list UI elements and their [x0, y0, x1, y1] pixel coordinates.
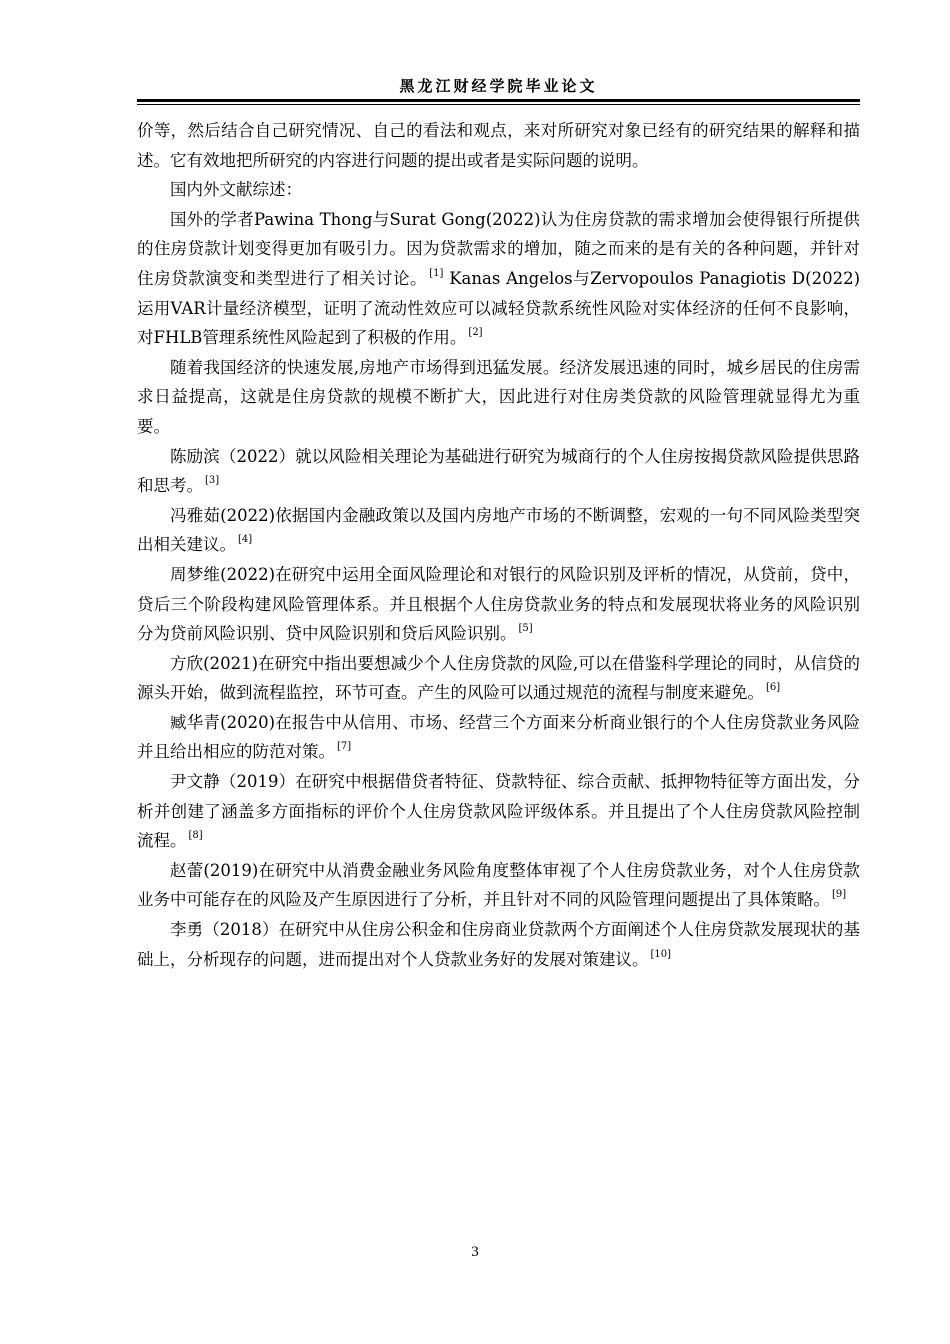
paragraph-text: 臧华青(2020)在报告中从信用、市场、经营三个方面来分析商业银行的个人住房贷款业务风险并且给出相应的防范对策。	[137, 712, 860, 762]
paragraph	[137, 442, 860, 501]
citation-marker: [2]	[468, 327, 483, 339]
citation-marker: [1]	[429, 267, 444, 279]
paragraph-text: 国内外文献综述：	[170, 180, 302, 200]
paragraph-text: 李勇（2018）在研究中从住房公积金和住房商业贷款两个方面阐述个人住房贷款发展现状的基础上，分析现存的问题，进而提出对个人贷款业务好的发展对策建议。	[137, 920, 860, 969]
section-label	[137, 175, 860, 205]
header-rule-thick	[137, 99, 860, 102]
citation-marker: [4]	[238, 534, 253, 546]
citation-marker: [3]	[205, 475, 220, 487]
paragraph-text: 尹文静（2019）在研究中根据借贷者特征、贷款特征、综合贡献、抵押物特征等方面出发，分析并创建了涵盖多方面指标的评价个人住房贷款风险评级体系。并且提出了个人住房贷款风险控制流程。	[137, 772, 860, 851]
paragraph	[137, 649, 860, 708]
header-rule-thin	[137, 104, 860, 105]
citation-marker: [10]	[650, 948, 672, 960]
paragraph-text: 周梦维(2022)在研究中运用全面风险理论和对银行的风险识别及评析的情况，从贷前，贷中，贷后三个阶段构建风险管理体系。并且根据个人住房贷款业务的特点和发展现状将业务的风险识别分为贷前风险识别、贷中风险识别和贷后风险识别。	[137, 564, 860, 644]
paragraph	[137, 915, 860, 974]
paragraph-text: Kanas Angelos与Zervopoulos Panagiotis D(2022)运用VAR计量经济模型，证明了流动性效应可以减轻贷款系统性风险对实体经济的任何不良影响，对FHLB管理系统性风险起到了积极的作用。	[137, 268, 860, 348]
paragraph	[137, 501, 860, 560]
paragraph	[137, 856, 860, 915]
paragraph	[137, 767, 860, 856]
body-text	[137, 116, 860, 974]
running-header: 黑龙江财经学院毕业论文	[399, 77, 598, 95]
citation-marker: [6]	[766, 682, 781, 694]
paragraph-text: 方欣(2021)在研究中指出要想减少个人住房贷款的风险,可以在借鉴科学理论的同时，从信贷的源头开始，做到流程监控，环节可查。产生的风险可以通过规范的流程与制度来避免。	[137, 653, 860, 703]
paragraph-text: 陈励滨（2022）就以风险相关理论为基础进行研究为城商行的个人住房按揭贷款风险提供思路和思考。	[137, 446, 860, 496]
paragraph	[137, 560, 860, 649]
paragraph-text: 价等，然后结合自己研究情况、自己的看法和观点，来对所研究对象已经有的研究结果的解释和描述。它有效地把所研究的内容进行问题的提出或者是实际问题的说明。	[137, 121, 860, 170]
citation-marker: [7]	[337, 741, 352, 753]
paragraph-text: 赵蕾(2019)在研究中从消费金融业务风险角度整体审视了个人住房贷款业务，对个人住房贷款业务中可能存在的风险及产生原因进行了分析，并且针对不同的风险管理问题提出了具体策略。	[137, 860, 860, 910]
paragraph-text: 随着我国经济的快速发展,房地产市场得到迅猛发展。经济发展迅速的同时，城乡居民的住房需求日益提高，这就是住房贷款的规模不断扩大，因此进行对住房类贷款的风险管理就显得尤为重要。	[137, 357, 860, 436]
paragraph-text: 冯雅茹(2022)依据国内金融政策以及国内房地产市场的不断调整，宏观的一句不同风险类型突出相关建议。	[137, 505, 860, 555]
paragraph	[137, 353, 860, 442]
paragraph	[137, 708, 860, 767]
page-number: 3	[471, 1244, 479, 1260]
paragraph-continuation	[137, 116, 860, 175]
citation-marker: [9]	[832, 889, 847, 901]
paragraph	[137, 205, 860, 353]
paragraph-text: 国外的学者Pawina Thong与Surat Gong(2022)认为住房贷款的需求增加会使得银行所提供的住房贷款计划变得更加有吸引力。因为贷款需求的增加，随之而来的是有关的各种问题，并针对住房贷款演变和类型进行了相关讨论。	[137, 209, 860, 288]
citation-marker: [5]	[518, 623, 533, 635]
citation-marker: [8]	[188, 830, 203, 842]
